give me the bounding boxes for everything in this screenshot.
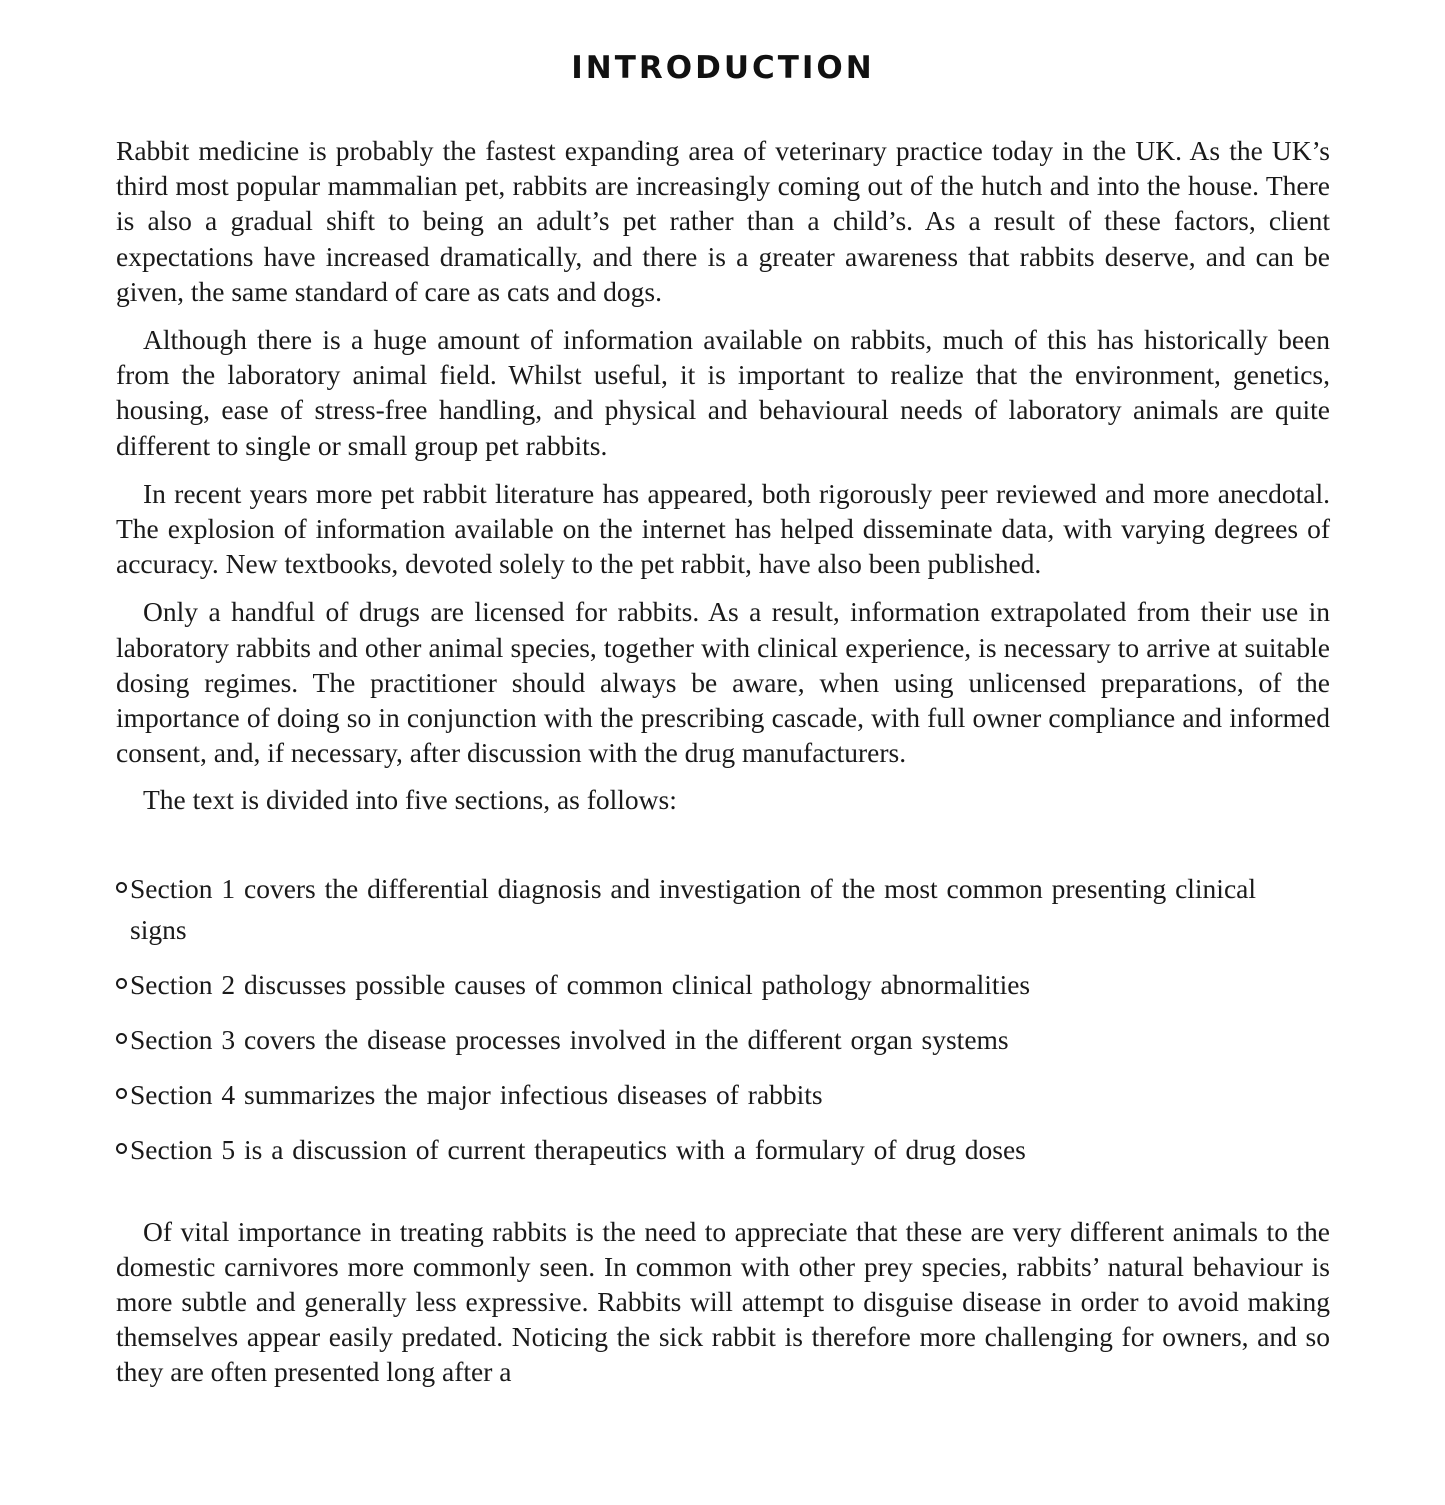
list-item-text: Section 1 covers the differential diagnosis and investigation of the most common presenting clinical signs — [130, 872, 1256, 945]
document-page — [116, 0, 1330, 1390]
paragraph-2: Although there is a huge amount of information available on rabbits, much of this has historically been from the laboratory animal field. Whilst useful, it is important to realize that the environment, genetics, housing, ease of stress-free handling, and physical and behavioural needs of laboratory animals are quite different to single or small group pet rabbits. — [116, 324, 1330, 461]
paragraph-5: The text is divided into five sections, as follows: — [143, 784, 677, 816]
list-item — [116, 868, 1276, 950]
list-item — [116, 1129, 1276, 1170]
bullet-icon — [116, 1033, 127, 1044]
list-item-text: Section 4 summarizes the major infectious diseases of rabbits — [130, 1078, 823, 1110]
paragraph-1: Rabbit medicine is probably the fastest expanding area of veterinary practice today in the UK. As the UK’s third most popular mammalian pet, rabbits are increasingly coming out of the hutch and into the house. There is also a gradual shift to being an adult’s pet rather than a child’s. As a result of these factors, client expectations have increased dramatically, and there is a greater awareness that rabbits deserve, and can be given, the same standard of care as cats and dogs. — [116, 135, 1330, 307]
bullet-icon — [116, 978, 127, 989]
paragraph-4: Only a handful of drugs are licensed for rabbits. As a result, information extrapolated from their use in laboratory rabbits and other animal species, together with clinical experience, is necessary to arrive at suitable dosing regimes. The practitioner should always be aware, when using unlicensed preparations, of the importance of doing so in conjunction with the prescribing cascade, with full owner compliance and informed consent, and, if necessary, after discussion with the drug manufacturers. — [116, 596, 1330, 769]
bullet-icon — [116, 882, 127, 893]
list-item — [116, 1074, 1276, 1115]
paragraph-3: In recent years more pet rabbit literature has appeared, both rigorously peer reviewed and more anecdotal. The explosion of information available on the internet has helped disseminate data, with varying degrees of accuracy. New textbooks, devoted solely to the pet rabbit, have also been published. — [116, 477, 1330, 580]
paragraph-6: Of vital importance in treating rabbits is the need to appreciate that these are very different animals to the domestic carnivores more commonly seen. In common with other prey species, rabbits’ natural behaviour is more subtle and generally less expressive. Rabbits will attempt to disguise disease in order to avoid making themselves appear easily predated. Noticing the sick rabbit is therefore more challenging for owners, and so they are often presented long after a — [116, 1215, 1330, 1388]
list-item-text: Section 3 covers the disease processes involved in the different organ systems — [130, 1023, 1009, 1055]
list-item — [116, 1019, 1276, 1060]
list-item — [116, 964, 1276, 1005]
bullet-icon — [116, 1088, 127, 1099]
sections-list — [116, 868, 1276, 1170]
page-title: INTRODUCTION — [571, 50, 875, 86]
list-item-text: Section 5 is a discussion of current therapeutics with a formulary of drug doses — [130, 1133, 1026, 1165]
bullet-icon — [116, 1143, 127, 1154]
list-item-text: Section 2 discusses possible causes of common clinical pathology abnormalities — [130, 968, 1031, 1000]
body-text — [116, 133, 1330, 1390]
